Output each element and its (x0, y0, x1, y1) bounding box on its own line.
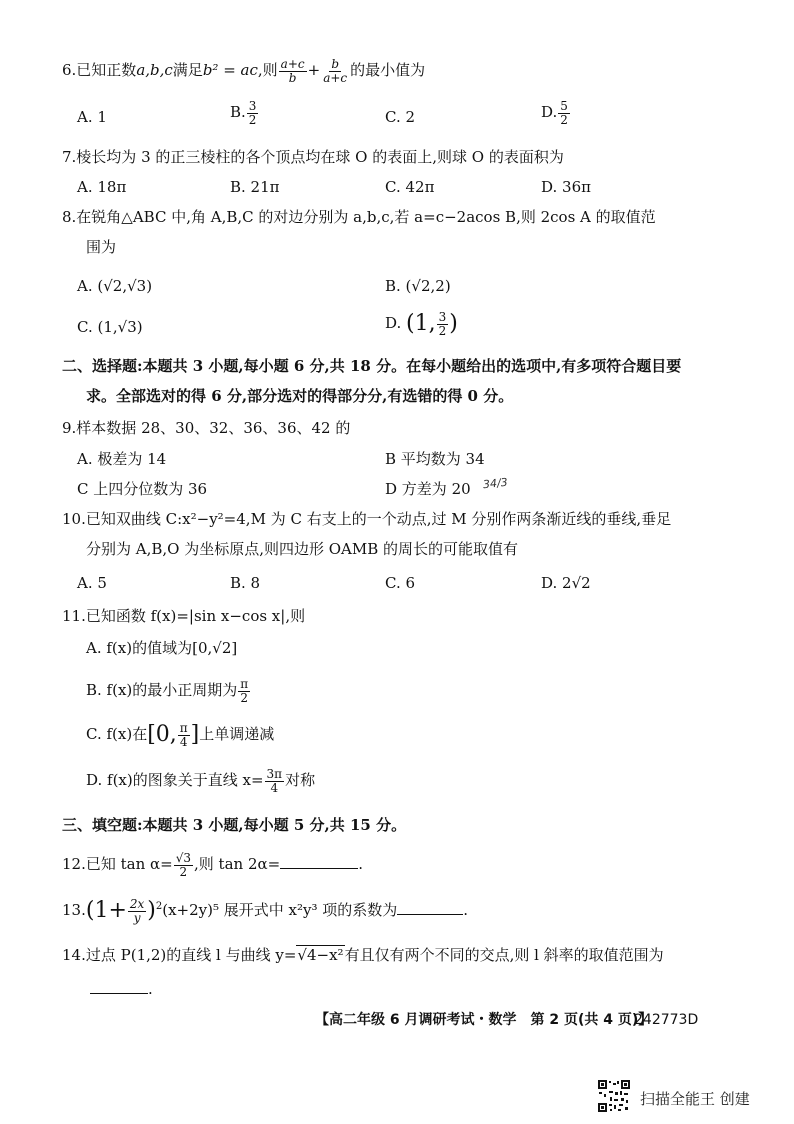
q10-stem-line1: 10.已知双曲线 C:x²−y²=4,M 为 C 右支上的一个动点,过 M 分别作两条渐近线的垂线,垂足 (62, 510, 672, 528)
q13-answer-blank (397, 913, 463, 915)
section3-heading: 三、填空题:本题共 3 小题,每小题 5 分,共 15 分。 (62, 816, 407, 834)
scanner-watermark: 扫描全能王 创建 (640, 1090, 750, 1108)
q7-option-a: A. 18π (77, 178, 127, 196)
q9-option-c: C 上四分位数为 36 (77, 480, 208, 498)
qr-code-icon (598, 1080, 630, 1112)
q11-stem: 11.已知函数 f(x)=|sin x−cos x|,则 (62, 607, 306, 625)
footer-code: 242773D (634, 1012, 699, 1028)
q11-option-a: A. f(x)的值域为[0,√2] (86, 639, 238, 657)
q7-option-c: C. 42π (385, 178, 435, 196)
q12-stem: 12.已知 tan α= $\frac{√3}{2}$ ,则 tan 2α= . (62, 851, 363, 879)
section2-heading-line2: 求。全部选对的得 6 分,部分选对的得部分分,有选错的得 0 分。 (86, 387, 514, 405)
q6-frac1: $\frac{a+c}{b}$ (280, 57, 305, 85)
q8-stem-line1: 8.在锐角△ABC 中,角 A,B,C 的对边分别为 a,b,c,若 a=c−2acos B,则 2cos A 的取值范 (62, 208, 656, 226)
q13-stem: 13.(1+ $\frac{2x}{y}$ )$^2$(x+2y)⁵ 展开式中 x²y³ 项的系数为 . (62, 897, 469, 925)
q10-option-d: D. 2√2 (541, 574, 591, 592)
q10-option-c: C. 6 (385, 574, 416, 592)
q8-option-d: D. (1, $\frac{3}{2}$ ) (385, 310, 458, 338)
q8-option-a: A. (√2,√3) (77, 277, 153, 295)
q9-option-b: B 平均数为 34 (385, 450, 485, 468)
q6-frac2: $\frac{b}{a+c}$ (323, 57, 348, 85)
q7-stem: 7.棱长均为 3 的正三棱柱的各个顶点均在球 O 的表面上,则球 O 的表面积为 (62, 148, 564, 166)
q10-option-b: B. 8 (230, 574, 261, 592)
q6-option-c: C. 2 (385, 108, 416, 126)
q12-answer-blank (280, 867, 358, 869)
q9-stem: 9.样本数据 28、30、32、36、36、42 的 (62, 419, 351, 437)
q8-stem-line2: 围为 (86, 238, 117, 256)
q8-option-b: B. (√2,2) (385, 277, 451, 295)
q9-handwritten-note: 34/3 (482, 475, 509, 492)
q7-option-b: B. 21π (230, 178, 280, 196)
q10-option-a: A. 5 (77, 574, 107, 592)
footer-title: 【高二年级 6 月调研考试・数学 第 2 页(共 4 页)】 (315, 1012, 653, 1028)
q11-option-d: D. f(x)的图象关于直线 x= $\frac{3\pi}{4}$ 对称 (86, 767, 316, 795)
q8-option-c: C. (1,√3) (77, 318, 143, 336)
q6-option-a: A. 1 (77, 108, 107, 126)
q6-stem: 6.已知正数a,b,c满足b² = ac,则 $\frac{a+c}{b}$ + $\frac{b}{a+c}$ 的最小值为 (62, 57, 426, 85)
q10-stem-line2: 分别为 A,B,O 为坐标原点,则四边形 OAMB 的周长的可能取值有 (86, 540, 519, 558)
q6-option-b: B. $\frac{3}{2}$ (230, 99, 257, 127)
q11-option-b: B. f(x)的最小正周期为 $\frac{\pi}{2}$ (86, 677, 249, 705)
q11-option-c: C. f(x)在[0, $\frac{\pi}{4}$ ]上单调递减 (86, 721, 275, 749)
q14-stem-line1: 14.过点 P(1,2)的直线 l 与曲线 y=√4−x²有且仅有两个不同的交点,则 l 斜率的取值范围为 (62, 946, 664, 964)
q9-option-d: D 方差为 20 (385, 480, 471, 498)
q9-option-a: A. 极差为 14 (77, 450, 167, 468)
q14-answer-blank: . (90, 982, 153, 997)
q7-option-d: D. 36π (541, 178, 591, 196)
q6-option-d: D. $\frac{5}{2}$ (541, 99, 568, 127)
section2-heading-line1: 二、选择题:本题共 3 小题,每小题 6 分,共 18 分。在每小题给出的选项中,有多项符合题目要 (62, 357, 682, 375)
